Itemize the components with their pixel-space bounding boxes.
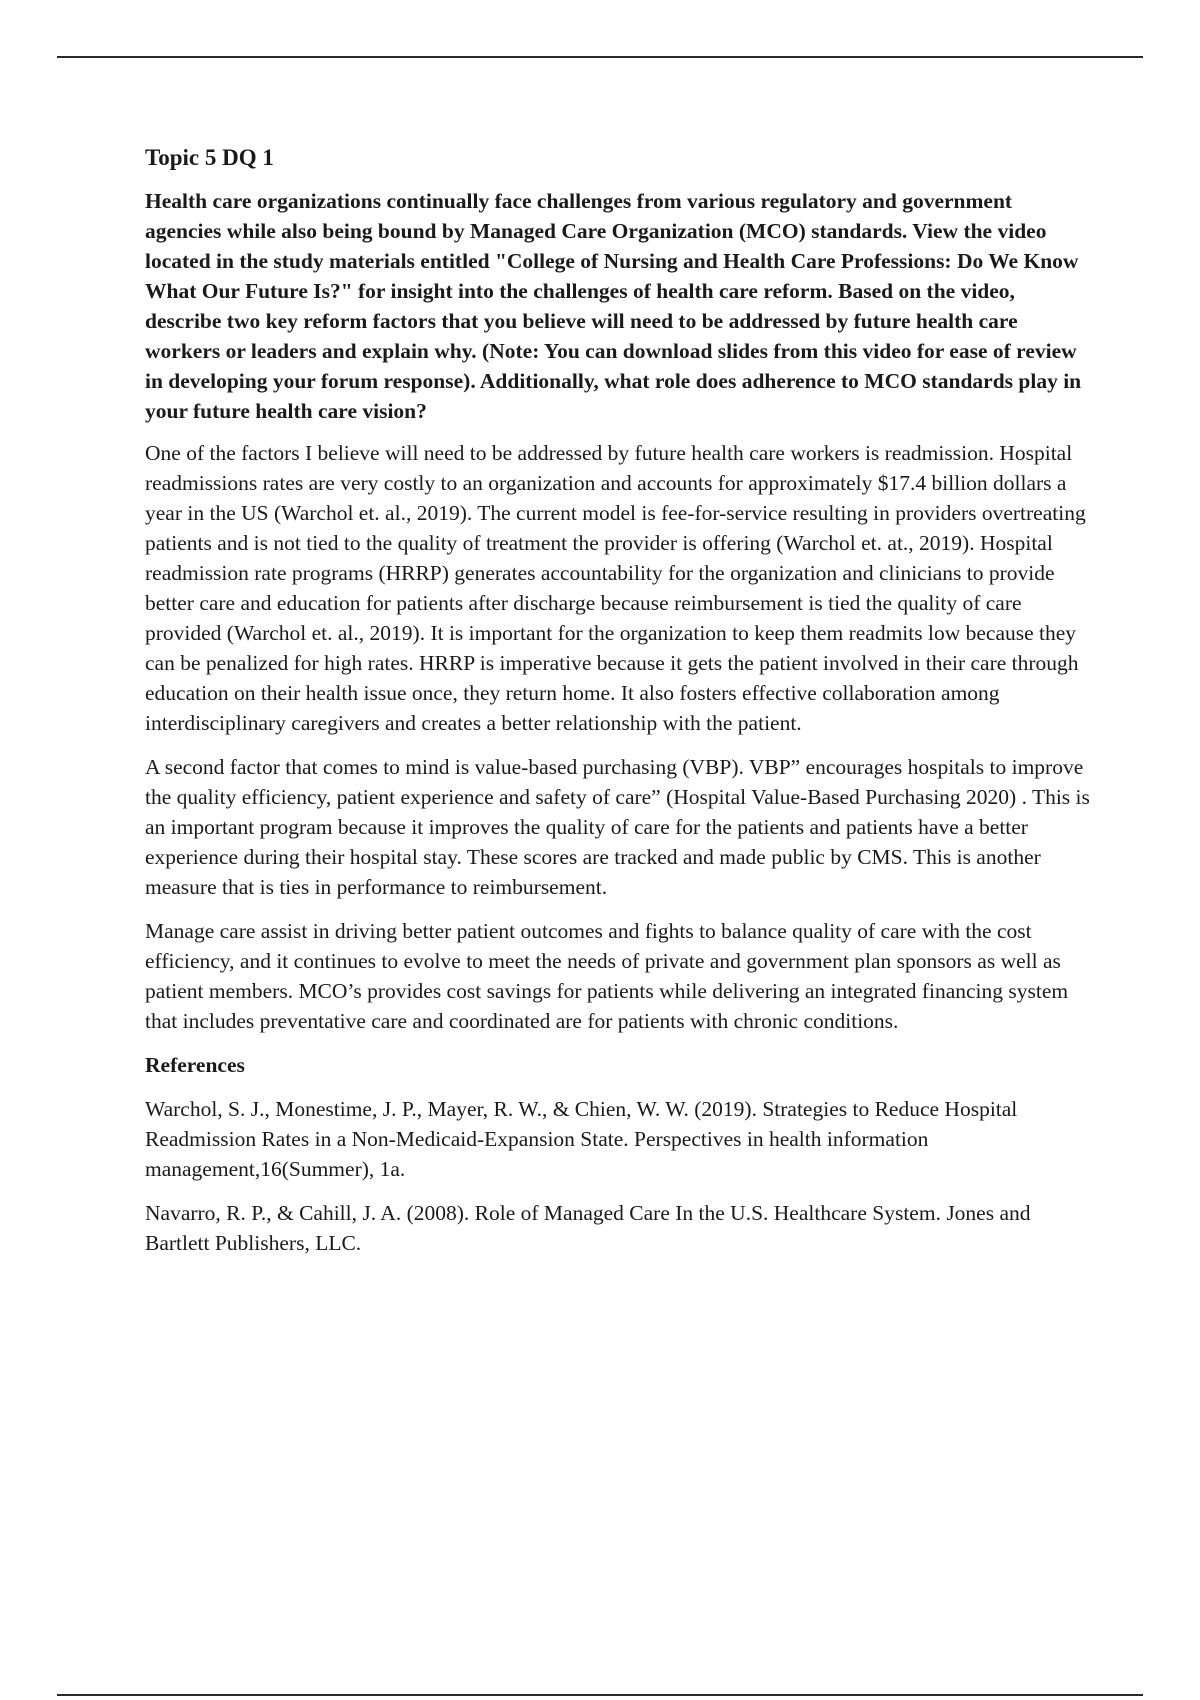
reference-entry-navarro: Navarro, R. P., & Cahill, J. A. (2008). Role of Managed Care In the U.S. Healthcare System. Jones and Bartlett Publishers, LLC. xyxy=(145,1201,1031,1255)
header-rule xyxy=(57,56,1143,58)
footer-rule xyxy=(57,1694,1143,1696)
body-paragraph-managed-care: Manage care assist in driving better patient outcomes and fights to balance quality of care with the cost efficiency, and it continues to evolve to meet the needs of private and government plan sponsors as well as patient members. MCO’s provides cost savings for patients while delivering an integrated financing system that includes preventative care and coordinated are for patients with chronic conditions. xyxy=(145,919,1069,1033)
reference-entry-warchol: Warchol, S. J., Monestime, J. P., Mayer, R. W., & Chien, W. W. (2019). Strategies to Reduce Hospital Readmission Rates in a Non-Medicaid-Expansion State. Perspectives in health information management,16(Summer), 1a. xyxy=(145,1097,1018,1181)
document-body xyxy=(145,143,1090,1272)
page-title: Topic 5 DQ 1 xyxy=(145,145,274,170)
references-heading: References xyxy=(145,1053,245,1077)
body-paragraph-vbp: A second factor that comes to mind is value-based purchasing (VBP). VBP” encourages hospitals to improve the quality efficiency, patient experience and safety of care” (Hospital Value-Based Purchasing 2020) . This is an important program because it improves the quality of care for the patients and patients have a better experience during their hospital stay. These scores are tracked and made public by CMS. This is another measure that is ties in performance to reimbursement. xyxy=(145,755,1090,899)
body-paragraph-readmission: One of the factors I believe will need to be addressed by future health care workers is readmission. Hospital readmissions rates are very costly to an organization and accounts for approximately $17.4 billion dollars a year in the US (Warchol et. al., 2019). The current model is fee-for-service resulting in providers overtreating patients and is not tied to the quality of treatment the provider is offering (Warchol et. at., 2019). Hospital readmission rate programs (HRRP) generates accountability for the organization and clinicians to provide better care and education for patients after discharge because reimbursement is tied the quality of care provided (Warchol et. al., 2019). It is important for the organization to keep them readmits low because they can be penalized for high rates. HRRP is imperative because it gets the patient involved in their care through education on their health issue once, they return home. It also fosters effective collaboration among interdisciplinary caregivers and creates a better relationship with the patient. xyxy=(145,441,1086,735)
discussion-prompt: Health care organizations continually face challenges from various regulatory and government agencies while also being bound by Managed Care Organization (MCO) standards. View the video located in the study materials entitled "College of Nursing and Health Care Professions: Do We Know What Our Future Is?" for insight into the challenges of health care reform. Based on the video, describe two key reform factors that you believe will need to be addressed by future health care workers or leaders and explain why. (Note: You can download slides from this video for ease of review in developing your forum response). Additionally, what role does adherence to MCO standards play in your future health care vision? xyxy=(145,189,1082,423)
